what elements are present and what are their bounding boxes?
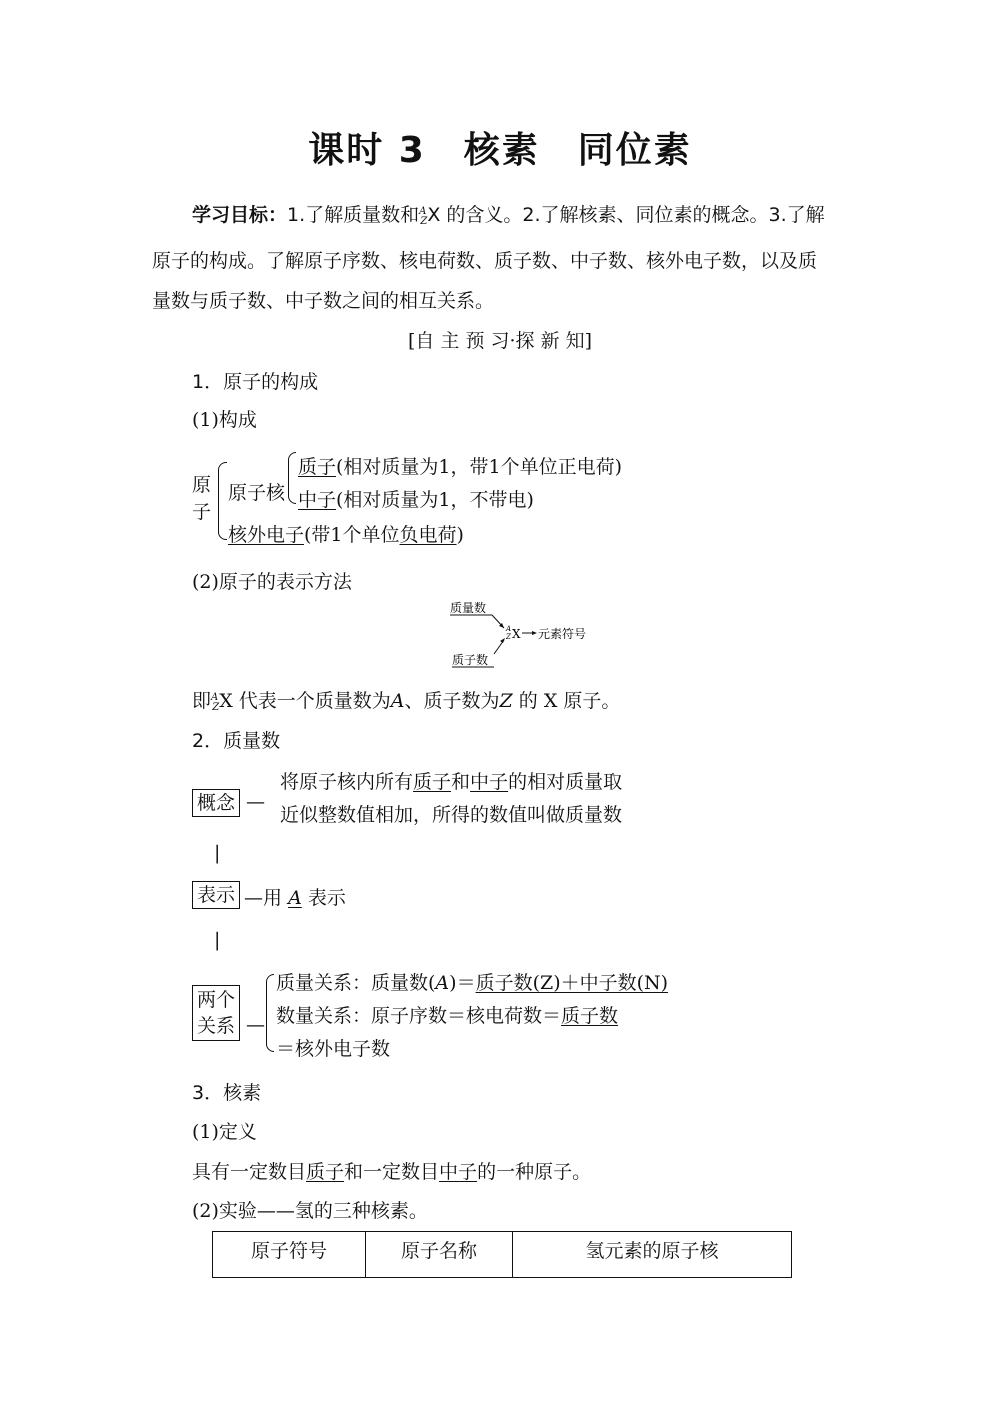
nucleus-label: 原子核 (228, 482, 286, 504)
symbol-arrowhead (532, 631, 537, 635)
proton-line: 质子(相对质量为1，带1个单位正电荷) (298, 456, 623, 478)
connector-2: | (214, 929, 221, 951)
table-header-row (213, 1232, 792, 1278)
neutron-line: 中子(相对质量为1，不带电) (298, 489, 534, 511)
objectives-line3: 量数与质子数、中子数之间的相互关系。 (152, 290, 495, 312)
table-header-cell: 氢元素的原子核 (513, 1232, 792, 1278)
s3-sub1: (1)定义 (192, 1121, 257, 1143)
section-header: [自 主 预 习·探 新 知] (407, 330, 593, 352)
relation-count-2: ＝核外电子数 (276, 1038, 391, 1060)
hydrogen-nuclide-table (212, 1231, 792, 1278)
s1-heading: 1．原子的构成 (192, 371, 319, 393)
atom-brace (218, 462, 227, 540)
s1-sub2: (2)原子的表示方法 (192, 571, 352, 593)
concept-box: 概念 (192, 789, 240, 817)
sub-Z: Z (506, 633, 511, 641)
element-X: X (512, 627, 521, 641)
s3-sub2: (2)实验——氢的三种核素。 (192, 1200, 428, 1222)
atom-notation-diagram (440, 596, 600, 672)
page-title: 课时 3 核素 同位素 (308, 130, 692, 171)
s1-sub1: (1)构成 (192, 409, 257, 431)
repr-line: —用 A 表示 (244, 887, 346, 909)
electron-line: 核外电子(带1个单位负电荷) (228, 524, 464, 546)
objectives-line2: 原子的构成。了解原子序数、核电荷数、质子数、中子数、核外电子数，以及质 (152, 250, 818, 272)
sup-A: A (506, 625, 512, 633)
table-header-cell: 原子符号 (213, 1232, 366, 1278)
connector-1: | (214, 842, 221, 864)
element-symbol-label: 元素符号 (538, 627, 587, 641)
relations-dash: — (246, 1014, 265, 1036)
nuclide-definition: 具有一定数目质子和一定数目中子的一种原子。 (192, 1161, 592, 1183)
proton-number-label: 质子数 (452, 653, 489, 667)
relations-brace (266, 974, 274, 1052)
repr-sentence: 即$^A$ZX 代表一个质量数为A、质子数为Z 的 X 原子。 (192, 690, 621, 713)
relations-box: 两个 关系 (192, 985, 240, 1041)
concept-dash: — (246, 791, 265, 813)
atom-char-2: 子 (192, 501, 212, 523)
nucleus-brace (288, 452, 296, 504)
s2-heading: 2．质量数 (192, 730, 281, 752)
concept-line1: 将原子核内所有质子和中子的相对质量取 (280, 771, 623, 793)
repr-box: 表示 (192, 881, 240, 909)
atom-char-1: 原 (192, 474, 212, 496)
mass-number-label: 质量数 (450, 601, 487, 615)
s3-heading: 3．核素 (192, 1082, 262, 1104)
objectives-line1: 学习目标：1.了解质量数和$^A$ZX 的含义。2.了解核素、同位素的概念。3.了解 (192, 204, 825, 227)
table-header-cell: 原子名称 (366, 1232, 513, 1278)
concept-line2: 近似整数值相加，所得的数值叫做质量数 (280, 804, 623, 826)
relation-mass: 质量关系：质量数(A)＝质子数(Z)＋中子数(N) (276, 972, 669, 994)
relation-count: 数量关系：原子序数＝核电荷数＝质子数 (276, 1005, 619, 1027)
objectives-label: 学习目标： (192, 204, 288, 226)
